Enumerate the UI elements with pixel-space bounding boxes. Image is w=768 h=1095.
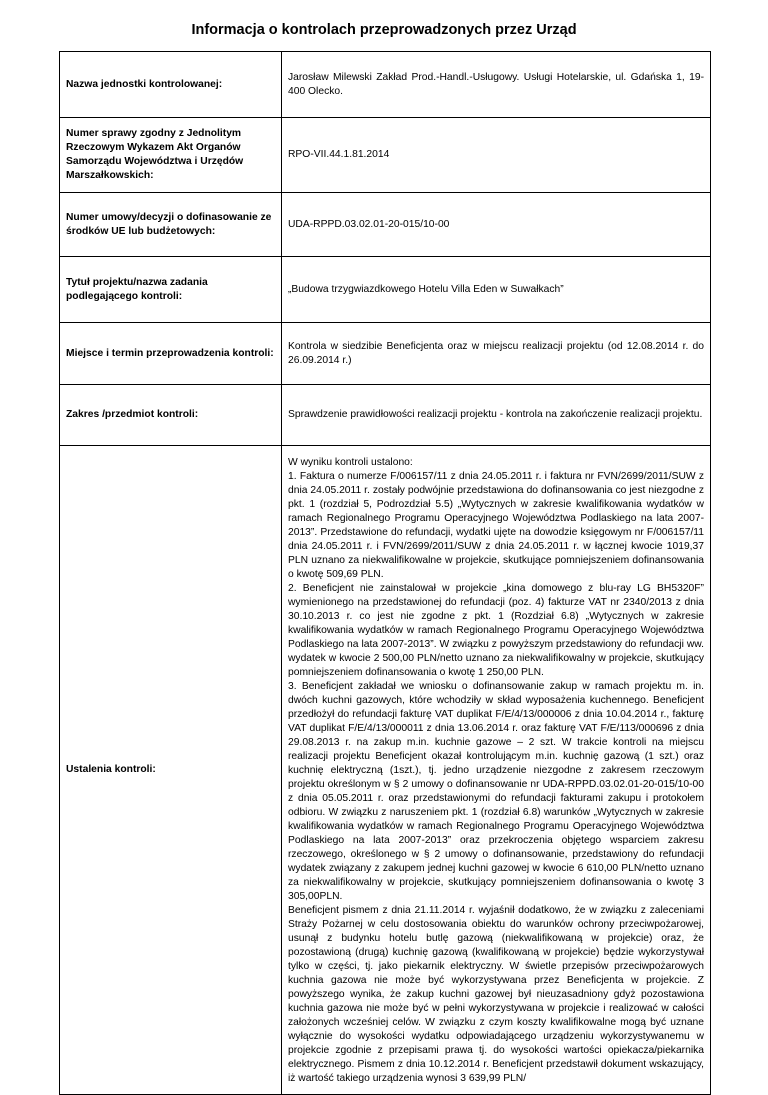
place-time-value: Kontrola w siedzibie Beneficjenta oraz w miejscu realizacji projektu (od 12.08.2014 r. do 26.09.2014 r.) [282, 323, 711, 385]
findings-paragraph: 3. Beneficjent zakładał we wniosku o dofinansowanie zakup w ramach projektu m. in. dwóch kuchni gazowych, które wchodziły w skład wyposażenia kuchennego. Beneficjent przedłożył do refundacji fakturę VAT duplikat F/E/4/13/000006 z dnia 10.04.2014 r., fakturę VAT duplikat F/E/4/13/000011 z dnia 13.06.2014 r. oraz fakturę VAT F/E/113/000696 z dnia 29.08.2013 r. na zakup m.in. kuchnie gazowe – 2 szt. W trakcie kontroli na miejscu realizacji projektu Beneficjent okazał kontrolującym m.in. kuchnię gazową (1 szt.) oraz kuchnię elektryczną (1szt.), tj. jedno urządzenie niezgodne z zakresem rzeczowym projektu określonym w § 2 umowy o dofinansowanie nr UDA-RPPD.03.02.01-20-015/10-00 z dnia 05.05.2011 r. oraz przedstawionymi do refundacji fakturami zakupu i protokołem odbioru. W związku z naruszeniem pkt. 1 (rozdział 6.8) warunków „Wytycznych w zakresie kwalifikowania wydatków w ramach Regionalnego Programu Operacyjnego Województwa Podlaskiego na lata 2007-2013” oraz przekroczenia objętego wsparciem zakresu rzeczowego, określonego w § 2 umowy o dofinansowanie, przedstawiony do refundacji wydatek związany z zakupem jednej kuchni gazowej w kwocie 6 610,00 PLN/netto uznano za niekwalifikowalny w projekcie, skutkujący pomniejszeniem dofinansowania o kwotę 3 305,00PLN. [288, 681, 704, 902]
table-row-scope [60, 385, 711, 446]
contract-label: Numer umowy/decyzji o dofinasowanie ze środków UE lub budżetowych: [60, 193, 282, 257]
findings-value [282, 446, 711, 1095]
table-row-case-number [60, 118, 711, 193]
unit-value: Jarosław Milewski Zakład Prod.-Handl.-Usługowy. Usługi Hotelarskie, ul. Gdańska 1, 19-400 Olecko. [282, 52, 711, 118]
findings-text [288, 456, 704, 1084]
findings-paragraph: 2. Beneficjent nie zainstalował w projekcie „kina domowego z blu-ray LG BH5320F” wymienionego na przedstawionej do refundacji (poz. 4) fakturze VAT nr 2340/2013 z dnia 30.10.2013 r. co jest nie zgodne z pkt. 1 (Rozdział 6.8) „Wytycznych w zakresie kwalifikowania wydatków w ramach Regionalnego Programu Operacyjnego Województwa Podlaskiego na lata 2007-2013”. W związku z powyższym przedstawiony do refundacji ww. wydatek w kwocie 2 500,00 PLN/netto uznano za niekwalifikowalny w projekcie, skutkujący pomniejszeniem dofinansowania o kwotę 1 250,00 PLN. [288, 583, 704, 678]
table-row-findings [60, 446, 711, 1095]
scope-value: Sprawdzenie prawidłowości realizacji projektu - kontrola na zakończenie realizacji projektu. [282, 385, 711, 446]
page-title: Informacja o kontrolach przeprowadzonych przez Urząd [191, 22, 577, 38]
findings-paragraph: Beneficjent pismem z dnia 21.11.2014 r. wyjaśnił dodatkowo, że w związku z zaleceniami Straży Pożarnej w celu dostosowania obiektu do warunków ochrony przeciwpożarowej, usunął z budynku hotelu butlę gazową (niekwalifikowaną w projekcie) oraz, że pozostawioną (drugą) kuchnię gazową (kwalifikowaną w projekcie) będzie wykorzystywał tylko w części, tj. jako piekarnik elektryczny. W świetle przepisów przeciwpożarowych kuchnia gazowa nie może być wykorzystywana przez Beneficjenta w projekcie. Z powyższego wynika, że zakup kuchni gazowej był nieuzasadniony gdyż pozostawiona kuchnia gazowa nie może być w pełni wykorzystywana w projekcie i realizować w całości założonych wcześniej celów. W związku z czym koszty kwalifikowalne mogą być uznane wyłącznie do wysokości wydatku odpowiadającego urządzeniu wykorzystywanemu w projekcie zgodnie z przepisami prawa tj. do wysokości wartości opiekacza/piekarnika elektrycznego. Pismem z dnia 10.12.2014 r. Beneficjent przedstawił dokument wskazujący, iż wartość takiego urządzenia wynosi 3 639,99 PLN/ [288, 905, 704, 1084]
table-row-unit [60, 52, 711, 118]
place-time-label: Miejsce i termin przeprowadzenia kontroli: [60, 323, 282, 385]
project-title-label: Tytuł projektu/nazwa zadania podlegającego kontroli: [60, 257, 282, 323]
findings-paragraph: W wyniku kontroli ustalono: [288, 457, 413, 468]
table-row-project-title [60, 257, 711, 323]
findings-paragraph: 1. Faktura o numerze F/006157/11 z dnia 24.05.2011 r. i faktura nr FVN/2699/2011/SUW z dnia 24.05.2011 r. zostały podwójnie przedstawiona do dofinansowania co jest niezgodne z pkt. 1 (rozdział 5, Podrozdział 5.5) „Wytycznych w zakresie kwalifikowania wydatków w ramach Regionalnego Programu Operacyjnego Województwa Podlaskiego na lata 2007-2013”. Przedstawione do refundacji, wydatki ujęte na dowodzie księgowym nr F/006157/11 dnia 24.05.2011 r. i FVN/2699/2011/SUW z dnia 24.05.2011 r. w łącznej kwocie 1019,37 PLN uznano za niekwalifikowalne w projekcie, skutkujące pomniejszeniem dofinansowania o kwotę 509,69 PLN. [288, 471, 704, 580]
findings-label: Ustalenia kontroli: [60, 446, 282, 1095]
table-row-contract [60, 193, 711, 257]
table-row-place-time [60, 323, 711, 385]
scope-label: Zakres /przedmiot kontroli: [60, 385, 282, 446]
unit-label: Nazwa jednostki kontrolowanej: [60, 52, 282, 118]
case-number-label: Numer sprawy zgodny z Jednolitym Rzeczowym Wykazem Akt Organów Samorządu Województwa i Urzędów Marszałkowskich: [60, 118, 282, 193]
inspection-info-table [59, 51, 711, 1095]
project-title-value: „Budowa trzygwiazdkowego Hotelu Villa Eden w Suwałkach” [282, 257, 711, 323]
case-number-value: RPO-VII.44.1.81.2014 [282, 118, 711, 193]
contract-value: UDA-RPPD.03.02.01-20-015/10-00 [282, 193, 711, 257]
